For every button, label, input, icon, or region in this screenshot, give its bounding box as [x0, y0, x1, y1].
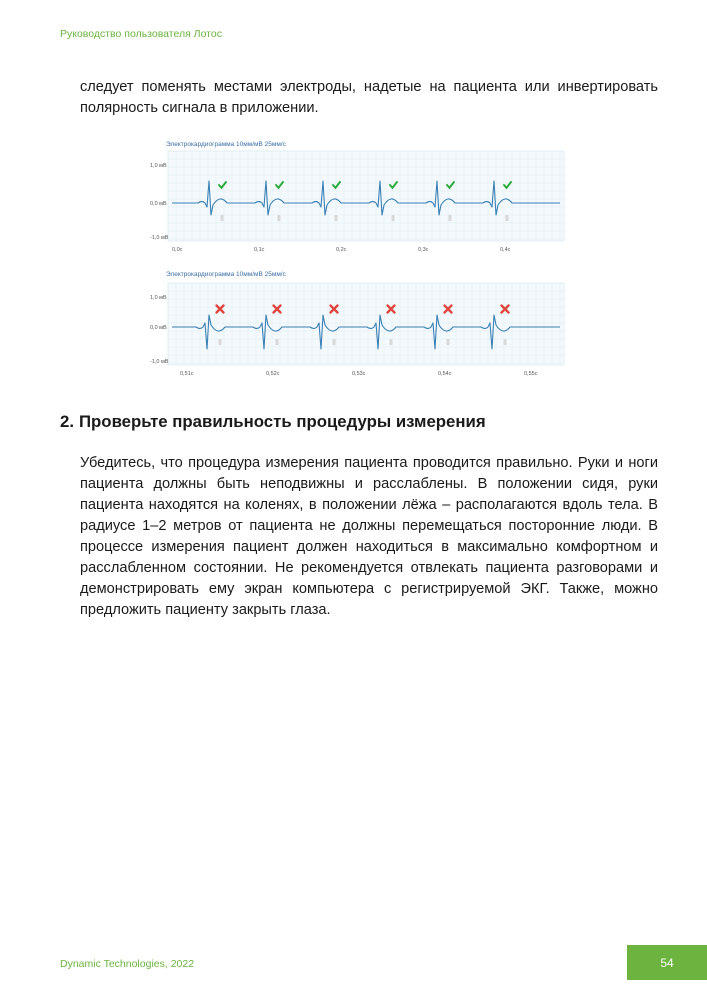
ecg-y-tick-label: -1,0 мВ: [150, 359, 169, 365]
ecg-x-tick-label: 0,2с: [336, 247, 347, 253]
ecg-chart-title: Электрокардиограмма 10мм/мВ 25мм/с: [166, 141, 286, 148]
beat-tag: [449, 215, 452, 221]
beat-tag: [333, 339, 336, 345]
ecg-x-tick-label: 0,3с: [418, 247, 429, 253]
beat-tag: [278, 215, 281, 221]
ecg-x-tick-label: 0,52с: [266, 371, 280, 377]
ecg-x-tick-label: 0,55с: [524, 371, 538, 377]
ecg-chart-1: [150, 141, 564, 253]
body-paragraph: Убедитесь, что процедура измерения пациента проводится правильно. Руки и ноги пациента должны быть неподвижны и расслаблены. В положении сидя, руки пациента находятся на коленях, в положении лёжа – располагаются вдоль тела. В радиусе 1–2 метров от пациента не должны перемещаться посторонние люди. В процессе измерения пациент должен находиться в максимально комфортном и расслабленном состоянии. Не рекомендуется отвлекать пациента разговорами и демонстрировать ему экран компьютера с регистрируемой ЭКГ. Также, можно предложить пациенту закрыть глаза.: [80, 455, 658, 618]
beat-tag: [504, 339, 507, 345]
ecg-figure: [150, 137, 568, 387]
ecg-x-tick-label: 0,53с: [352, 371, 366, 377]
ecg-chart-2: [150, 271, 564, 377]
beat-tag: [390, 339, 393, 345]
ecg-x-tick-label: 0,1с: [254, 247, 265, 253]
ecg-x-tick-label: 0,54с: [438, 371, 452, 377]
ecg-x-tick-label: 0,4с: [500, 247, 511, 253]
ecg-x-tick-label: 0,0с: [172, 247, 183, 253]
page-number: 54: [627, 945, 707, 980]
intro-paragraph: следует поменять местами электроды, надетые на пациента или инвертировать полярность сигнала в приложении.: [80, 79, 658, 116]
ecg-y-tick-label: 0,0 мВ: [150, 201, 167, 207]
beat-tag: [447, 339, 450, 345]
ecg-x-tick-label: 0,51с: [180, 371, 194, 377]
beat-tag: [506, 215, 509, 221]
ecg-plot-area: [168, 151, 564, 241]
ecg-y-tick-label: 0,0 мВ: [150, 325, 167, 331]
ecg-comparison-svg: [150, 137, 568, 387]
ecg-plot-area: [168, 283, 564, 365]
running-header: Руководство пользователя Лотос: [60, 28, 222, 40]
ecg-y-tick-label: -1,0 мВ: [150, 235, 169, 241]
ecg-chart-title: Электрокардиограмма 10мм/мВ 25мм/с: [166, 271, 286, 278]
beat-tag: [392, 215, 395, 221]
footer-company: Dynamic Technologies, 2022: [60, 958, 195, 970]
beat-tag: [219, 339, 222, 345]
section-number: 2.: [60, 412, 74, 431]
section-heading: [60, 411, 660, 433]
ecg-y-tick-label: 1,0 мВ: [150, 163, 167, 169]
section-title: Проверьте правильность процедуры измерения: [79, 412, 486, 431]
ecg-y-tick-label: 1,0 мВ: [150, 295, 167, 301]
beat-tag: [276, 339, 279, 345]
beat-tag: [221, 215, 224, 221]
beat-tag: [335, 215, 338, 221]
